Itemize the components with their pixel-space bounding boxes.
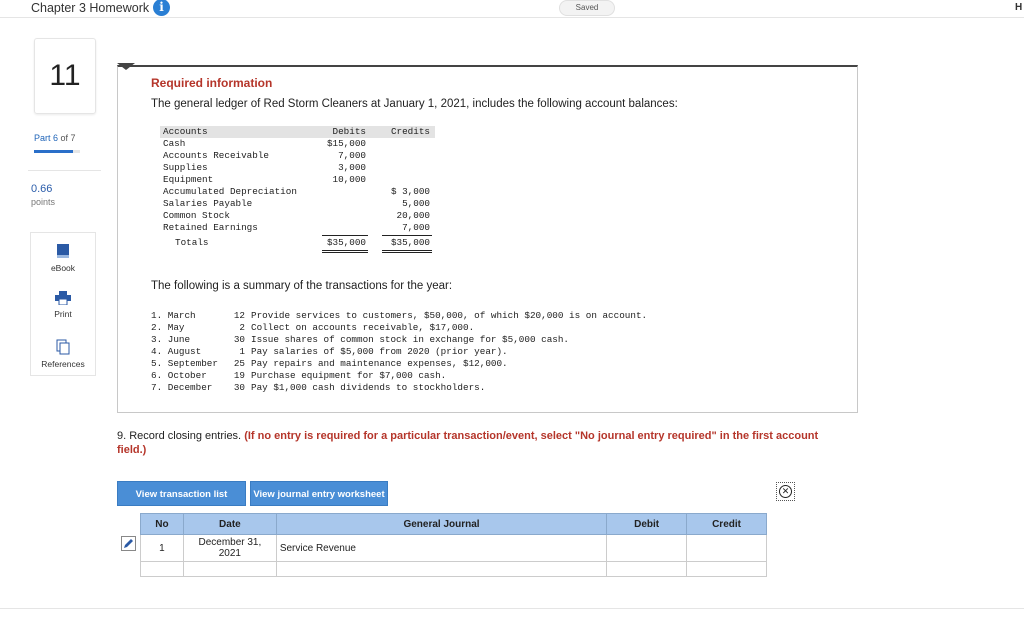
transaction-day: 30 [233, 334, 245, 345]
transaction-day: 30 [233, 382, 245, 393]
question-number: 11 [34, 38, 96, 114]
transaction-description: Collect on accounts receivable, $17,000. [251, 322, 475, 333]
print-icon [55, 291, 71, 305]
part-progress-fill [34, 150, 73, 153]
edit-pencil-icon[interactable] [121, 536, 136, 551]
part-of-label: of 7 [60, 133, 76, 143]
ledger-header-credits: Credits [390, 126, 430, 137]
transaction-month: 4. August [151, 346, 202, 357]
journal-credit-field[interactable] [687, 535, 767, 562]
ledger-debit: $15,000 [326, 138, 366, 149]
ledger-account: Salaries Payable [163, 198, 253, 209]
edge-letter: H [1015, 2, 1023, 13]
transaction-description: Pay repairs and maintenance expenses, $12,000. [251, 358, 508, 369]
journal-header-no: No [141, 514, 184, 535]
saved-status-badge: Saved [559, 0, 615, 16]
ledger-debit: 10,000 [332, 174, 366, 185]
ledger-debit: 7,000 [338, 150, 366, 161]
general-journal-table [140, 513, 767, 577]
view-journal-entry-worksheet-button[interactable]: View journal entry worksheet [250, 481, 388, 506]
transaction-month: 7. December [151, 382, 213, 393]
journal-header-account: General Journal [276, 514, 606, 535]
ledger-totals-debit: $35,000 [326, 237, 366, 248]
debit-total-double-line [322, 250, 368, 251]
question-note: (If no entry is required for a particular transaction/event, select "No journal entry required" in the first account field.) [117, 430, 819, 456]
transaction-day: 19 [233, 370, 245, 381]
question-instruction [117, 429, 847, 457]
assignment-title: Chapter 3 Homework [31, 1, 150, 15]
top-bar [0, 0, 1024, 18]
transaction-month: 3. June [151, 334, 191, 345]
ledger-credit: 7,000 [402, 222, 430, 233]
required-information-heading: Required information [151, 76, 273, 90]
journal-row [141, 535, 767, 562]
part-indicator [34, 133, 76, 143]
ebook-label: eBook [50, 263, 76, 273]
ledger-account: Cash [163, 138, 186, 149]
credit-subtotal-line [382, 235, 432, 236]
points-display [31, 183, 55, 209]
transaction-day: 12 [233, 310, 245, 321]
references-icon [56, 339, 70, 355]
ledger-account: Accounts Receivable [163, 150, 270, 161]
journal-account-field[interactable] [276, 562, 606, 577]
close-circle-icon: ✕ [779, 485, 792, 498]
transaction-description: Pay salaries of $5,000 from 2020 (prior year). [251, 346, 508, 357]
part-label: Part 6 [34, 133, 59, 143]
print-label: Print [54, 309, 72, 319]
transaction-description: Pay $1,000 cash dividends to stockholders. [251, 382, 486, 393]
print-button[interactable] [31, 291, 95, 319]
journal-header-date: Date [183, 514, 276, 535]
ebook-button[interactable] [31, 243, 95, 273]
ledger-header-accounts: Accounts [163, 126, 208, 137]
ledger-account: Equipment [163, 174, 214, 185]
journal-empty-cell [183, 562, 276, 577]
ledger-totals-label: Totals [175, 237, 209, 248]
transaction-description: Provide services to customers, $50,000, of which $20,000 is on account. [251, 310, 648, 321]
references-label: References [41, 359, 85, 369]
sidebar-divider [28, 170, 101, 171]
ledger-credit: 20,000 [396, 210, 430, 221]
transactions-intro: The following is a summary of the transactions for the year: [151, 280, 453, 292]
view-transaction-list-button[interactable]: View transaction list [117, 481, 246, 506]
journal-debit-field[interactable] [607, 562, 687, 577]
journal-debit-field[interactable] [607, 535, 687, 562]
transaction-month: 1. March [151, 310, 196, 321]
debit-subtotal-line [322, 235, 368, 236]
ledger-account: Accumulated Depreciation [163, 186, 297, 197]
clear-entries-button[interactable] [776, 482, 795, 501]
book-icon [56, 243, 70, 259]
transaction-month: 2. May [151, 322, 185, 333]
ledger-debit: 3,000 [338, 162, 366, 173]
ledger-credit: 5,000 [402, 198, 430, 209]
journal-account-field[interactable]: Service Revenue [276, 535, 606, 562]
journal-header-credit: Credit [687, 514, 767, 535]
references-button[interactable] [31, 339, 95, 369]
ledger-account: Common Stock [163, 210, 230, 221]
transaction-description: Purchase equipment for $7,000 cash. [251, 370, 447, 381]
journal-empty-cell [141, 562, 184, 577]
credit-total-double-line [382, 250, 432, 251]
journal-credit-field[interactable] [687, 562, 767, 577]
ledger-header-debits: Debits [332, 126, 366, 137]
part-progress-bar [34, 150, 80, 153]
points-value: 0.66 [31, 183, 53, 195]
question-text: 9. Record closing entries. [117, 430, 242, 442]
transaction-day: 25 [233, 358, 245, 369]
tools-panel [30, 232, 96, 376]
transaction-day: 1 [239, 346, 245, 357]
panel-collapse-indicator[interactable] [117, 63, 135, 70]
journal-entry-date: December 31, 2021 [183, 535, 276, 562]
journal-header-debit: Debit [607, 514, 687, 535]
journal-entry-no: 1 [141, 535, 184, 562]
transaction-month: 5. September [151, 358, 218, 369]
transaction-month: 6. October [151, 370, 207, 381]
bottom-divider [0, 608, 1024, 609]
ledger-account: Retained Earnings [163, 222, 258, 233]
ledger-credit: $ 3,000 [390, 186, 430, 197]
debit-total-double-line [322, 252, 368, 253]
ledger-intro: The general ledger of Red Storm Cleaners at January 1, 2021, includes the following account balances: [151, 98, 678, 110]
ledger-account: Supplies [163, 162, 208, 173]
journal-header-row [141, 514, 767, 535]
transaction-day: 2 [239, 322, 245, 333]
journal-row-empty [141, 562, 767, 577]
credit-total-double-line [382, 252, 432, 253]
transaction-description: Issue shares of common stock in exchange for $5,000 cash. [251, 334, 570, 345]
ledger-totals-credit: $35,000 [390, 237, 430, 248]
info-icon[interactable]: i [153, 0, 170, 16]
points-label: points [31, 197, 56, 207]
